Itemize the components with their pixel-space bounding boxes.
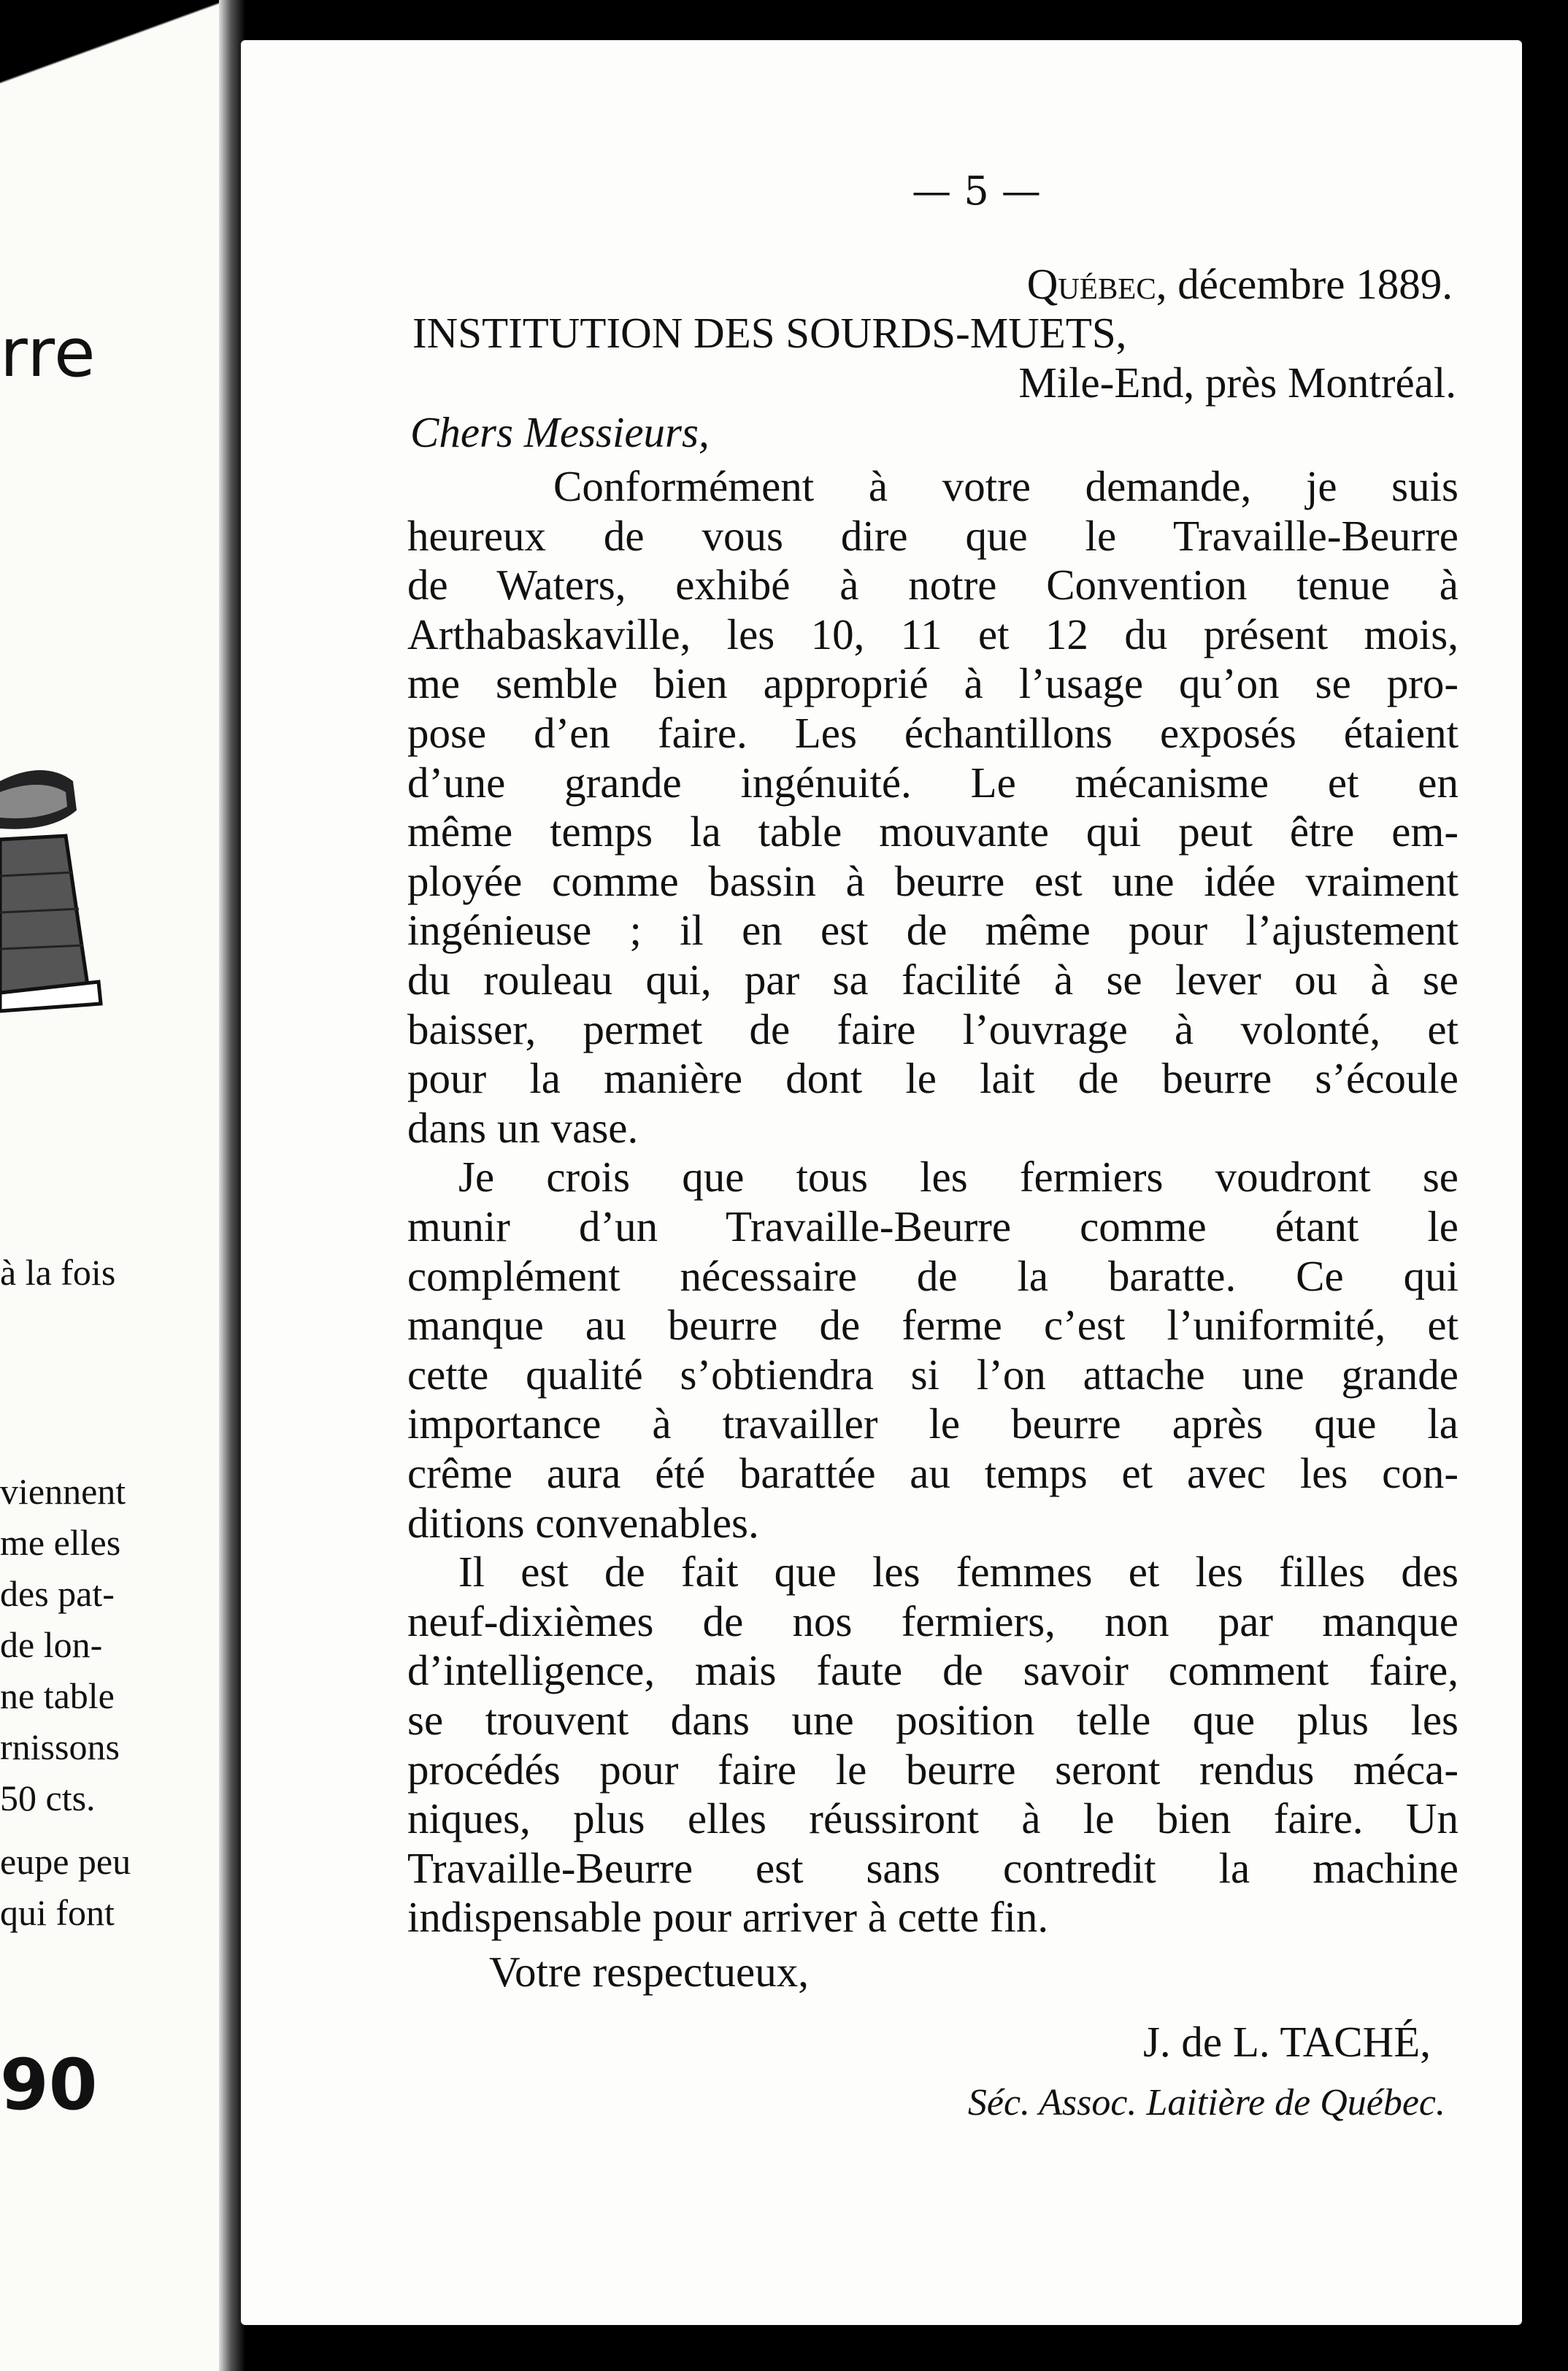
left-page-text-fragment: qui font (0, 1892, 115, 1933)
salutation: Chers Messieurs, (410, 408, 710, 456)
letter-body-line: niques, plus elles réussiront à le bien faire. Un (407, 1794, 1459, 1842)
letter-body-line: de Waters, exhibé à notre Convention tenue à (407, 561, 1459, 609)
letter-body-line: importance à travailler le beurre après que la (407, 1399, 1459, 1448)
letter-body-line: complément nécessaire de la baratte. Ce qui (407, 1252, 1459, 1300)
letter-body-line: du rouleau qui, par sa facilité à se lever ou à se (407, 956, 1459, 1004)
left-page-text-fragment: de lon- (0, 1624, 103, 1665)
date-line (1026, 260, 1453, 308)
left-page-text-fragment: rnissons (0, 1726, 120, 1767)
letter-body-line: indispensable pour arriver à cette fin. (407, 1893, 1049, 1941)
letter-body-line: neuf-dixièmes de nos fermiers, non par manque (407, 1597, 1459, 1645)
left-page-bold-fragment: 90 (0, 2044, 98, 2126)
letter-body-line: ingénieuse ; il en est de même pour l’ajustement (407, 906, 1459, 954)
left-page-text-fragment: ne table (0, 1675, 115, 1716)
butter-worker-illustration (0, 759, 106, 1037)
letter-body-line: Travaille-Beurre est sans contredit la machine (407, 1844, 1459, 1892)
letter-body-line: même temps la table mouvante qui peut être em- (407, 807, 1459, 856)
letter-body-line: ployée comme bassin à beurre est une idée vraiment (407, 857, 1459, 905)
date-text: , décembre 1889. (1156, 260, 1453, 308)
letter-body-line: Arthabaskaville, les 10, 11 et 12 du présent mois, (407, 610, 1459, 658)
left-page-text-fragment: viennent (0, 1471, 126, 1512)
letter-body-line: pose d’en faire. Les échantillons exposés étaient (407, 709, 1459, 757)
page-number: — 5 — (912, 168, 1041, 214)
letter-body-line: baisser, permet de faire l’ouvrage à volonté, et (407, 1005, 1459, 1053)
letter-body-line: Il est de fait que les femmes et les filles des (458, 1548, 1459, 1596)
left-page-heading-fragment: rre (0, 314, 96, 392)
letter-body-line: se trouvent dans une position telle que plus les (407, 1696, 1459, 1744)
letter-body-line: Conformément à votre demande, je suis (553, 462, 1459, 510)
institution-address: Mile-End, près Montréal. (1018, 358, 1456, 407)
letter-body-line: munir d’un Travaille-Beurre comme étant le (407, 1202, 1459, 1250)
letter-body-line: Je crois que tous les fermiers voudront se (458, 1153, 1459, 1201)
signature: J. de L. TACHÉ, (1142, 2018, 1431, 2066)
closing: Votre respectueux, (489, 1948, 809, 1996)
letter-body-line: cette qualité s’obtiendra si l’on attache une grande (407, 1350, 1459, 1399)
letter-body-line: d’intelligence, mais faute de savoir comment faire, (407, 1646, 1459, 1694)
letter-body-line: pour la manière dont le lait de beurre s’écoule (407, 1054, 1459, 1102)
left-page-text-fragment: me elles (0, 1522, 121, 1563)
left-page-text-fragment: à la fois (0, 1252, 116, 1293)
signature-title: Séc. Assoc. Laitière de Québec. (967, 2082, 1445, 2124)
left-page-fragment (0, 0, 234, 2371)
letter-body-line: manque au beurre de ferme c’est l’uniformité, et (407, 1301, 1459, 1349)
left-page-text-fragment: des pat- (0, 1573, 115, 1614)
letter-body-line: dans un vase. (407, 1104, 639, 1152)
date-city: Québec (1026, 260, 1156, 308)
left-page-text-fragment: 50 cts. (0, 1778, 96, 1818)
letter-body-line: crême aura été barattée au temps et avec les con- (407, 1449, 1459, 1497)
institution-name: INSTITUTION DES SOURDS-MUETS, (412, 309, 1127, 357)
left-page-text-fragment: eupe peu (0, 1841, 131, 1882)
letter-body-line: heureux de vous dire que le Travaille-Beurre (407, 512, 1459, 560)
letter-body-line: ditions convenables. (407, 1499, 759, 1547)
letter-body-line: d’une grande ingénuité. Le mécanisme et en (407, 758, 1459, 807)
letter-body-line: me semble bien approprié à l’usage qu’on se pro- (407, 659, 1459, 707)
letter-page (241, 40, 1522, 2325)
letter-body-line: procédés pour faire le beurre seront rendus méca- (407, 1745, 1459, 1794)
